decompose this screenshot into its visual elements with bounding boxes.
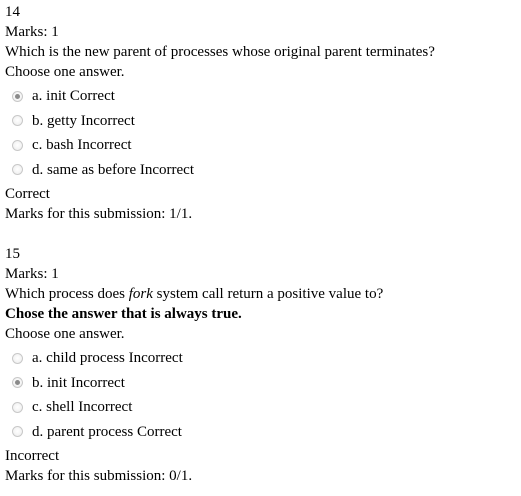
radio-button[interactable] (12, 164, 23, 175)
answer-label: a. child process Incorrect (32, 350, 183, 367)
answer-option-a[interactable] (5, 84, 521, 109)
question-number: 14 (5, 4, 20, 20)
answer-list (5, 346, 521, 444)
bold-note: Chose the answer that is always true. (5, 306, 242, 322)
submission-marks: Marks for this submission: 0/1. (5, 468, 193, 484)
radio-button[interactable] (12, 402, 23, 413)
question-15 (5, 244, 521, 486)
answer-option-c[interactable] (5, 133, 521, 158)
question-text-before: Which process does (5, 286, 129, 302)
answer-option-d[interactable] (5, 158, 521, 183)
answer-label: c. shell Incorrect (32, 399, 133, 416)
question-text-emphasis: fork (128, 286, 153, 302)
radio-button[interactable] (12, 115, 23, 126)
answer-instruction: Choose one answer. (5, 326, 125, 342)
radio-button[interactable] (12, 426, 23, 437)
question-marks: Marks: 1 (5, 266, 59, 282)
answer-instruction: Choose one answer. (5, 64, 125, 80)
radio-button[interactable] (12, 91, 23, 102)
answer-option-a[interactable] (5, 346, 521, 371)
answer-label: c. bash Incorrect (32, 137, 132, 154)
answer-list (5, 84, 521, 182)
question-text: Which is the new parent of processes whose original parent terminates? (5, 44, 435, 60)
answer-label: d. same as before Incorrect (32, 161, 194, 178)
answer-label: d. parent process Correct (32, 423, 182, 440)
question-text (5, 284, 521, 304)
question-14 (5, 2, 521, 224)
result-status: Correct (5, 186, 50, 202)
radio-button[interactable] (12, 140, 23, 151)
question-number: 15 (5, 246, 20, 262)
answer-option-c[interactable] (5, 395, 521, 420)
question-marks: Marks: 1 (5, 24, 59, 40)
radio-button[interactable] (12, 377, 23, 388)
answer-option-d[interactable] (5, 420, 521, 445)
answer-label: a. init Correct (32, 88, 115, 105)
submission-marks: Marks for this submission: 1/1. (5, 206, 193, 222)
answer-option-b[interactable] (5, 109, 521, 134)
quiz-review (5, 2, 521, 486)
answer-label: b. init Incorrect (32, 374, 125, 391)
result-status: Incorrect (5, 448, 60, 464)
answer-option-b[interactable] (5, 371, 521, 396)
answer-label: b. getty Incorrect (32, 112, 135, 129)
radio-button[interactable] (12, 353, 23, 364)
question-text-after: system call return a positive value to? (152, 286, 384, 302)
